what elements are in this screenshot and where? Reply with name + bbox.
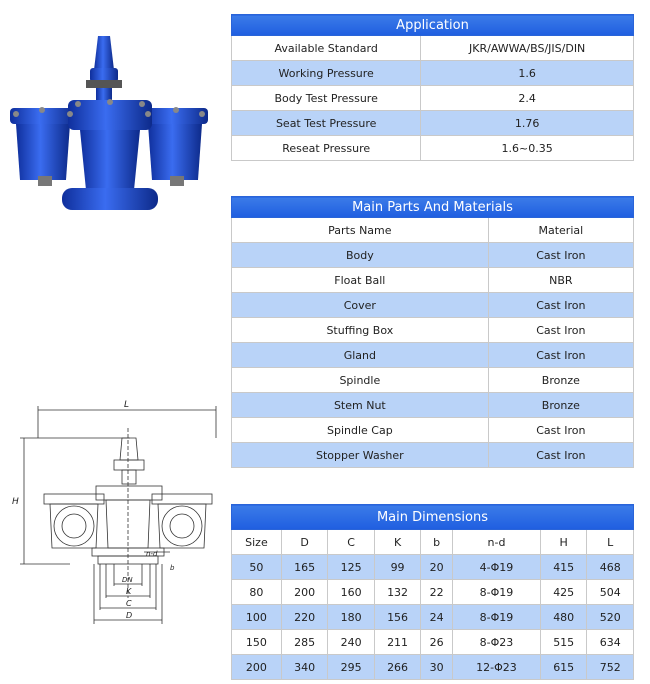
part-material: Bronze	[488, 393, 633, 418]
dim-col-header: n-d	[453, 530, 541, 555]
materials-header-material: Material	[488, 218, 633, 243]
dim-col-header: C	[328, 530, 374, 555]
dim-cell: 200	[232, 655, 282, 680]
part-material: Cast Iron	[488, 343, 633, 368]
part-material: Bronze	[488, 368, 633, 393]
dim-cell: 160	[328, 580, 374, 605]
dim-cell: 20	[421, 555, 453, 580]
dim-cell: 480	[540, 605, 586, 630]
dim-cell: 12-Φ23	[453, 655, 541, 680]
part-material: Cast Iron	[488, 293, 633, 318]
dim-cell: 100	[232, 605, 282, 630]
dim-cell: 8-Φ19	[453, 605, 541, 630]
app-value: JKR/AWWA/BS/JIS/DIN	[421, 36, 634, 61]
dim-cell: 99	[374, 555, 420, 580]
app-label: Working Pressure	[232, 61, 421, 86]
dim-cell: 180	[328, 605, 374, 630]
label-C: C	[126, 599, 132, 608]
dim-col-header: b	[421, 530, 453, 555]
label-H: H	[12, 497, 19, 507]
app-value: 1.76	[421, 111, 634, 136]
dimensions-title: Main Dimensions	[232, 505, 634, 530]
dim-cell: 26	[421, 630, 453, 655]
part-material: NBR	[488, 268, 633, 293]
dim-cell: 24	[421, 605, 453, 630]
dimension-drawing	[10, 398, 225, 630]
dim-cell: 80	[232, 580, 282, 605]
dim-cell: 220	[281, 605, 327, 630]
part-name: Spindle	[232, 368, 489, 393]
dim-cell: 240	[328, 630, 374, 655]
label-D: D	[126, 611, 133, 620]
app-label: Available Standard	[232, 36, 421, 61]
part-name: Spindle Cap	[232, 418, 489, 443]
dim-cell: 132	[374, 580, 420, 605]
application-table	[231, 14, 634, 161]
label-DN: DN	[122, 576, 133, 584]
app-label: Body Test Pressure	[232, 86, 421, 111]
app-value: 1.6	[421, 61, 634, 86]
part-name: Stopper Washer	[232, 443, 489, 468]
dim-cell: 468	[587, 555, 634, 580]
part-name: Stuffing Box	[232, 318, 489, 343]
materials-title: Main Parts And Materials	[232, 197, 634, 218]
dim-cell: 8-Φ19	[453, 580, 541, 605]
materials-table	[231, 196, 634, 468]
dim-cell: 425	[540, 580, 586, 605]
dim-col-header: H	[540, 530, 586, 555]
dim-cell: 520	[587, 605, 634, 630]
valve-photo	[2, 30, 224, 220]
dim-cell: 615	[540, 655, 586, 680]
part-material: Cast Iron	[488, 418, 633, 443]
application-title: Application	[232, 15, 634, 36]
part-name: Cover	[232, 293, 489, 318]
dim-cell: 22	[421, 580, 453, 605]
dim-cell: 211	[374, 630, 420, 655]
part-material: Cast Iron	[488, 443, 633, 468]
dim-cell: 515	[540, 630, 586, 655]
dim-cell: 4-Φ19	[453, 555, 541, 580]
dim-cell: 285	[281, 630, 327, 655]
label-nd: n-d	[146, 550, 158, 558]
dim-cell: 8-Φ23	[453, 630, 541, 655]
label-K: K	[126, 587, 132, 596]
dim-cell: 266	[374, 655, 420, 680]
dim-cell: 415	[540, 555, 586, 580]
dim-cell: 156	[374, 605, 420, 630]
part-name: Gland	[232, 343, 489, 368]
part-name: Body	[232, 243, 489, 268]
app-label: Reseat Pressure	[232, 136, 421, 161]
label-b: b	[170, 564, 175, 572]
dim-cell: 165	[281, 555, 327, 580]
dim-col-header: Size	[232, 530, 282, 555]
dim-col-header: D	[281, 530, 327, 555]
part-material: Cast Iron	[488, 243, 633, 268]
app-value: 1.6~0.35	[421, 136, 634, 161]
dim-cell: 752	[587, 655, 634, 680]
dim-col-header: K	[374, 530, 420, 555]
part-material: Cast Iron	[488, 318, 633, 343]
app-value: 2.4	[421, 86, 634, 111]
dimensions-table	[231, 504, 634, 680]
materials-header-name: Parts Name	[232, 218, 489, 243]
label-L: L	[124, 400, 130, 410]
dim-cell: 150	[232, 630, 282, 655]
dim-cell: 295	[328, 655, 374, 680]
dim-cell: 50	[232, 555, 282, 580]
part-name: Float Ball	[232, 268, 489, 293]
part-name: Stem Nut	[232, 393, 489, 418]
dim-col-header: L	[587, 530, 634, 555]
dim-cell: 504	[587, 580, 634, 605]
dim-cell: 634	[587, 630, 634, 655]
dim-cell: 200	[281, 580, 327, 605]
dim-cell: 125	[328, 555, 374, 580]
dim-cell: 30	[421, 655, 453, 680]
dim-cell: 340	[281, 655, 327, 680]
app-label: Seat Test Pressure	[232, 111, 421, 136]
